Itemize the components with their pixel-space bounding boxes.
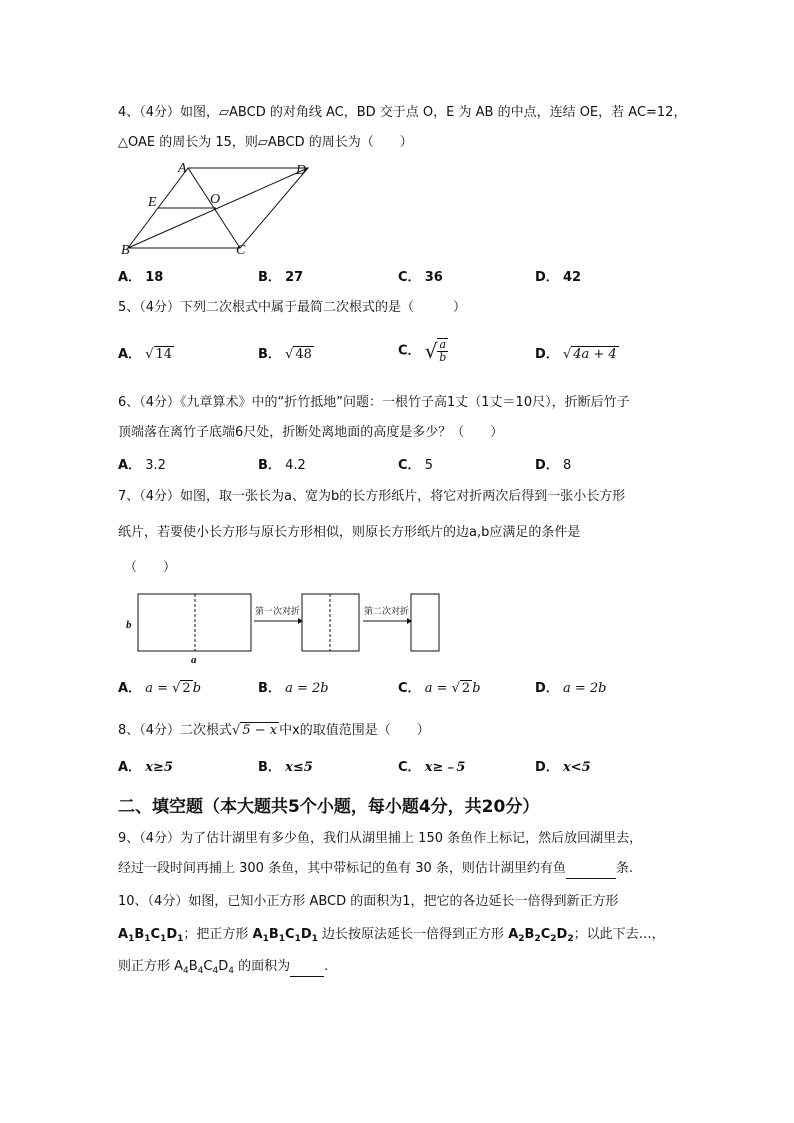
label-b-side: b [126, 619, 132, 631]
fold1-label: 第一次对折 [255, 607, 301, 617]
label-a: A [178, 161, 187, 176]
q4-stem-line2: △OAE 的周长为 15，则▱ABCD 的周长为（ ） [118, 135, 413, 150]
q8-option-c[interactable]: C． x≥﹣5 [398, 760, 466, 775]
twice-folded-rectangle [411, 594, 439, 651]
q9-stem-line2: 经过一段时间再捕上 300 条鱼，其中带标记的鱼有 30 条，则估计湖里约有鱼 条. [118, 860, 633, 879]
q5-option-b[interactable]: B． √ 48 [258, 347, 312, 362]
q7-stem-line2: 纸片，若要使小长方形与原长方形相似，则原长方形纸片的边a,b应满足的条件是 [118, 525, 581, 540]
q7-folding-figure [120, 588, 450, 668]
label-e: E [148, 195, 157, 210]
q7-option-a[interactable]: A． a = √ 2 b [118, 681, 202, 696]
q6-stem-line2: 顶端落在离竹子底端6尺处，折断处离地面的高度是多少？（ ） [118, 425, 504, 440]
q8-option-a[interactable]: A． x≥5 [118, 760, 173, 775]
q4-option-c[interactable]: C． 36 [398, 270, 443, 285]
q9-stem-line1: 9、（4分）为了估计湖里有多少鱼，我们从湖里捕上 150 条鱼作上标记，然后放回湖里去， [118, 831, 643, 846]
q4-stem-line1: 4、（4分）如图，▱ABCD 的对角线 AC，BD 交于点 O，E 为 AB 的中点，连结 OE，若 AC=12， [118, 105, 687, 120]
sqrt-48: √ 48 [285, 347, 312, 362]
q10-stem-line3: 则正方形 $A_4B_4C_4D_4$ 的面积为 . [118, 959, 329, 976]
q6-option-d[interactable]: D． 8 [535, 458, 572, 473]
q9-answer-blank[interactable] [566, 860, 616, 879]
q7-option-b[interactable]: B． a = 2b [258, 681, 329, 696]
q4-parallelogram-figure [118, 158, 318, 258]
label-c: C [236, 243, 246, 258]
q7-option-d[interactable]: D． a = 2b [535, 681, 607, 696]
once-folded-rectangle [302, 594, 359, 651]
q10-answer-blank[interactable] [290, 958, 324, 977]
q5-option-d[interactable]: D． √ 4a + 4 [535, 347, 617, 362]
q6-option-a[interactable]: A． 3.2 [118, 458, 166, 473]
q7-stem-line3: （ ） [124, 560, 177, 575]
q4-option-d[interactable]: D． 42 [535, 270, 582, 285]
q7-option-c[interactable]: C． a = √ 2 b [398, 681, 481, 696]
q8-option-b[interactable]: B． x≤5 [258, 760, 313, 775]
q5-stem: 5、（4分）下列二次根式中属于最简二次根式的是（ ） [118, 300, 467, 315]
q10-stem-line2: $A_1B_1C_1D_1$；把正方形 $A_1B_1C_1D_1$ 边长按原法延长一倍得到正方形 $A_2B_2C_2D_2$；以此下去…， [118, 927, 665, 944]
q6-stem-line1: 6、（4分）《九章算术》中的“折竹抵地”问题：一根竹子高1丈（1丈＝10尺），折断后竹子 [118, 395, 630, 410]
label-o: O [210, 192, 221, 207]
q8-stem: 8、（4分）二次根式√ 5 − x 中x的取值范围是（ ） [118, 723, 430, 738]
original-rectangle [138, 594, 251, 651]
sqrt-4a-plus-4: √ 4a + 4 [562, 347, 617, 362]
q5-option-a[interactable]: A． √ 14 [118, 347, 173, 362]
label-b: B [121, 243, 130, 258]
q4-option-b[interactable]: B． 27 [258, 270, 304, 285]
fold2-label: 第二次对折 [364, 607, 410, 617]
q10-stem-line1: 10、（4分）如图，已知小正方形 ABCD 的面积为1，把它的各边延长一倍得到新正方形 [118, 894, 619, 909]
q7-stem-line1: 7、（4分）如图，取一张长为a、宽为b的长方形纸片，将它对折两次后得到一张小长方形 [118, 489, 626, 504]
q6-option-b[interactable]: B． 4.2 [258, 458, 306, 473]
q4-option-a[interactable]: A． 18 [118, 270, 164, 285]
label-a-side: a [191, 654, 197, 666]
section-fill-in-heading: 二、填空题（本大题共5个小题，每小题4分，共20分） [118, 797, 540, 817]
sqrt-14: √ 14 [145, 347, 173, 362]
q6-option-c[interactable]: C． 5 [398, 458, 433, 473]
q5-option-c[interactable]: C． √ $\frac{a}{b}$ [398, 338, 447, 364]
q8-option-d[interactable]: D． x<5 [535, 760, 591, 775]
label-d: D [296, 163, 307, 178]
